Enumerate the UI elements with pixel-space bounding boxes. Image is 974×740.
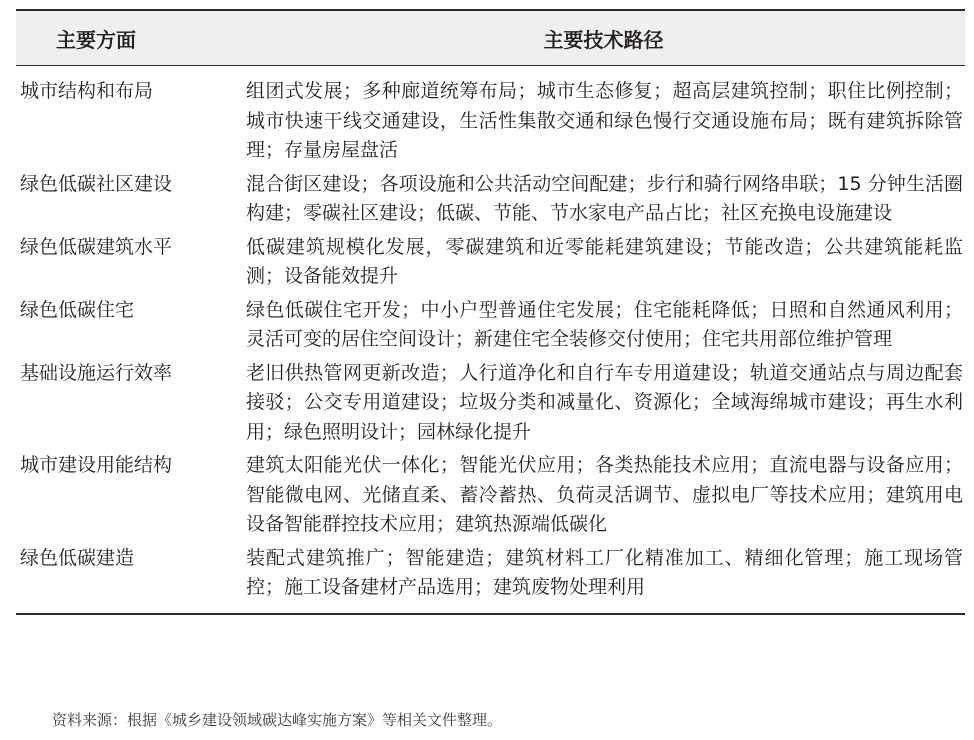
aspect-cell: 绿色低碳建筑水平 — [20, 235, 173, 258]
table-row — [16, 451, 965, 544]
aspect-cell: 绿色低碳住宅 — [20, 298, 135, 321]
table-header — [16, 10, 965, 66]
technology-table — [16, 9, 965, 615]
paths-cell: 老旧供热管网更新改造；人行道净化和自行车专用道建设；轨道交通站点与周边配套接驳；公交专用道建设；垃圾分类和减量化、资源化；全域海绵城市建设；再生水利用；绿色照明设计；园林绿化提升 — [246, 361, 963, 443]
paths-cell: 建筑太阳能光伏一体化；智能光伏应用；各类热能技术应用；直流电器与设备应用；智能微电网、光储直柔、蓄冷蓄热、负荷灵活调节、虚拟电厂等技术应用；建筑用电设备智能群控技术应用；建筑热源端低碳化 — [246, 454, 963, 535]
table-row — [16, 359, 965, 452]
header-row — [16, 10, 965, 66]
paths-cell: 混合街区建设；各项设施和公共活动空间配建；步行和骑行网络串联；15 分钟生活圈构建；零碳社区建设；低碳、节能、节水家电产品占比；社区充换电设施建设 — [246, 172, 963, 224]
paths-cell: 低碳建筑规模化发展，零碳建筑和近零能耗建筑建设；节能改造；公共建筑能耗监测；设备能效提升 — [246, 235, 963, 287]
table-row — [16, 544, 965, 614]
table — [16, 9, 965, 615]
aspect-cell: 基础设施运行效率 — [20, 361, 173, 384]
header-paths: 主要技术路径 — [242, 10, 965, 66]
aspect-cell: 城市建设用能结构 — [20, 454, 173, 476]
paths-cell: 组团式发展；多种廊道统筹布局；城市生态修复；超高层建筑控制；职住比例控制；城市快速干线交通建设，生活性集散交通和绿色慢行交通设施布局；既有建筑拆除管理；存量房屋盘活 — [246, 80, 963, 161]
table-row — [16, 66, 965, 170]
aspect-cell: 绿色低碳社区建设 — [20, 172, 173, 195]
aspect-cell: 城市结构和布局 — [20, 80, 154, 102]
table-row — [16, 233, 965, 296]
paths-cell: 绿色低碳住宅开发；中小户型普通住宅发展；住宅能耗降低；日照和自然通风利用；灵活可变的居住空间设计；新建住宅全装修交付使用；住宅共用部位维护管理 — [246, 298, 963, 350]
table-body — [16, 66, 965, 614]
table-row — [16, 296, 965, 359]
header-aspect: 主要方面 — [16, 10, 242, 66]
table-row — [16, 170, 965, 233]
paths-cell: 装配式建筑推广；智能建造；建筑材料工厂化精准加工、精细化管理；施工现场管控；施工设备建材产品选用；建筑废物处理利用 — [242, 544, 965, 614]
source-note: 资料来源：根据《城乡建设领域碳达峰实施方案》等相关文件整理。 — [52, 711, 503, 729]
aspect-cell: 绿色低碳建造 — [16, 544, 242, 614]
